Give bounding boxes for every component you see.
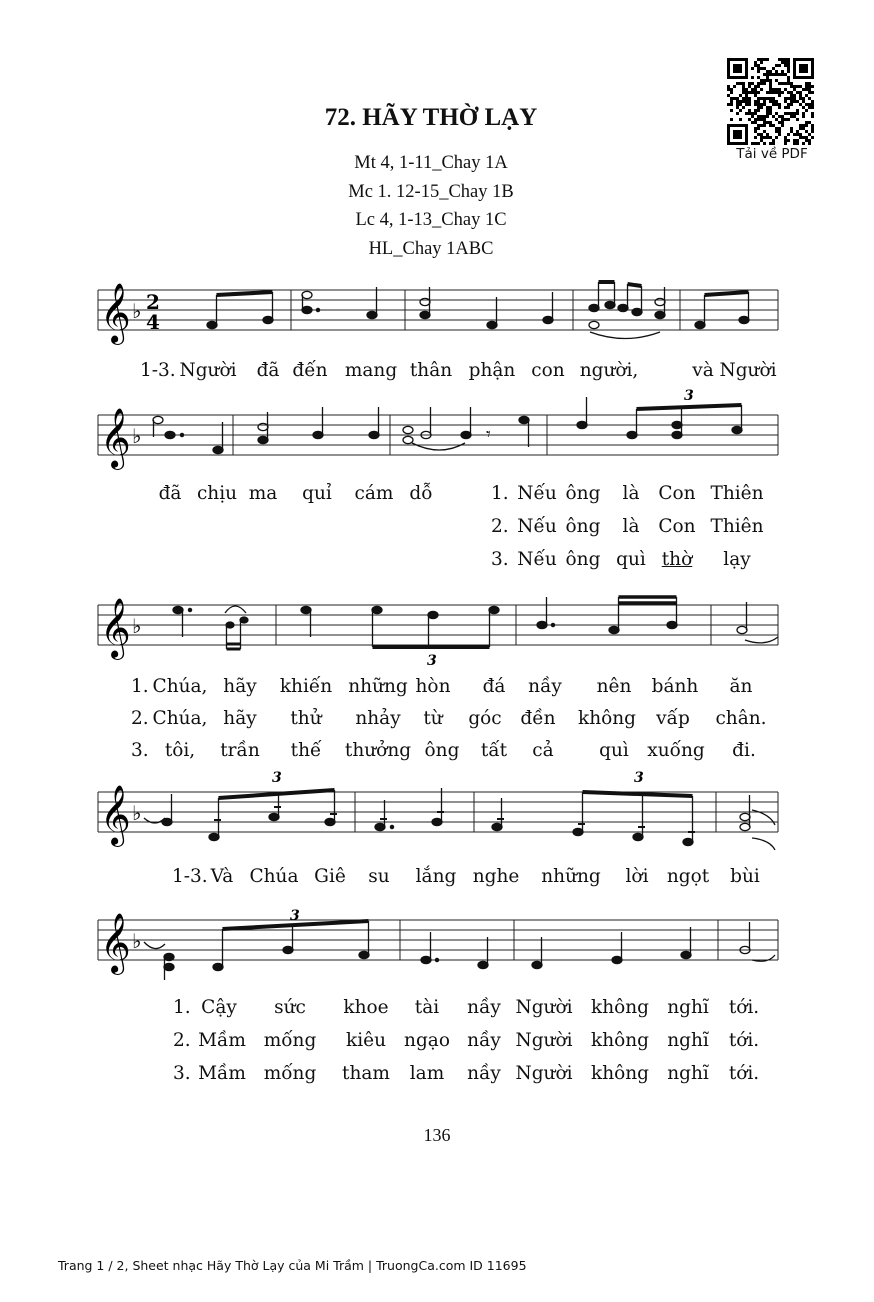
lyric-word: Nếu	[517, 516, 557, 537]
lyric-word: người,	[579, 360, 639, 381]
lyric-word: tôi,	[164, 740, 196, 761]
lyric-word: thử	[290, 708, 322, 729]
lyric-line-3a	[0, 676, 874, 706]
verse-number: 3.	[131, 740, 149, 761]
verse-number: 1.	[491, 483, 509, 504]
staff-3	[0, 585, 874, 675]
verse-number: 2.	[131, 708, 149, 729]
svg-text:𝄾: 𝄾	[486, 424, 491, 445]
lyric-word: mang	[344, 360, 398, 381]
lyric-word: nghĩ	[667, 1030, 709, 1051]
lyric-word: nghĩ	[667, 997, 709, 1018]
lyric-word: nầy	[467, 1030, 501, 1051]
lyric-word: mống	[263, 1030, 317, 1051]
staff-1	[0, 270, 874, 360]
lyric-word: Mầm	[198, 1030, 246, 1051]
lyric-word: nghe	[472, 866, 520, 887]
lyric-word: thưởng	[344, 740, 412, 761]
lyric-word: tới.	[728, 1063, 760, 1084]
lyric-word: đá	[482, 676, 506, 697]
song-title: 72. HÃY THỜ LẠY	[324, 104, 538, 131]
verse-number: 2.	[491, 516, 509, 537]
lyric-word: trần	[220, 740, 260, 761]
time-sig-bottom: 4	[146, 310, 160, 334]
footer-text: Trang 1 / 2, Sheet nhạc Hãy Thờ Lạy của Mi Trầm | TruongCa.com ID 11695	[58, 1258, 527, 1273]
lyric-word: hãy	[223, 708, 257, 729]
lyric-word: tất	[480, 740, 508, 761]
lyric-word: nầy	[467, 1063, 501, 1084]
staff-system-2	[0, 385, 874, 480]
triplet-mark: 3	[427, 653, 437, 669]
staff-system-4	[0, 770, 874, 865]
treble-clef-icon: 𝄞	[100, 598, 131, 658]
lyric-word: ông	[565, 516, 601, 537]
lyric-word: Thiên	[710, 483, 764, 504]
lyric-word: xuống	[647, 740, 705, 761]
lyric-line-4	[0, 866, 874, 896]
staff-system-5	[0, 900, 874, 990]
lyric-word: những	[541, 866, 601, 887]
lyric-word: dỗ	[409, 483, 433, 504]
staff-5	[0, 900, 874, 990]
lyric-word: Người	[179, 360, 237, 381]
lyric-word: từ	[423, 708, 443, 729]
lyric-word: bánh	[651, 676, 699, 697]
lyric-word: ngọt	[666, 866, 710, 887]
lyric-word: ông	[424, 740, 460, 761]
lyric-line-5c	[0, 1063, 874, 1093]
lyric-line-2a	[0, 483, 874, 513]
triplet-mark: 3	[272, 770, 282, 786]
lyric-word: Nếu	[517, 483, 557, 504]
time-sig-top: 2	[146, 290, 160, 314]
verse-number: 3.	[173, 1063, 191, 1084]
lyric-word: Cậy	[201, 997, 237, 1018]
lyric-word: tới.	[728, 1030, 760, 1051]
lyric-word: không	[590, 1063, 650, 1084]
lyric-word: không	[590, 997, 650, 1018]
lyric-word: mống	[263, 1063, 317, 1084]
flat-icon: ♭	[132, 929, 142, 953]
lyric-word: Người	[719, 360, 777, 381]
lyric-word: ngạo	[404, 1030, 450, 1051]
lyric-word: khiến	[279, 676, 333, 697]
lyric-word: nầy	[467, 997, 501, 1018]
staff-system-1	[0, 270, 874, 360]
lyric-word: Con	[658, 483, 696, 504]
treble-clef-icon: 𝄞	[100, 283, 131, 343]
lyric-word: Nếu	[517, 549, 557, 570]
lyric-word: là	[622, 516, 640, 537]
lyric-word: Con	[658, 516, 696, 537]
lyric-word: đến	[292, 360, 328, 381]
lyric-word: hãy	[223, 676, 257, 697]
lyric-word: nầy	[528, 676, 562, 697]
flat-icon: ♭	[132, 299, 142, 323]
lyric-line-5b	[0, 1030, 874, 1060]
treble-clef-icon: 𝄞	[100, 913, 131, 973]
lyric-word: kiêu	[346, 1030, 386, 1051]
reference-2: Mc 1. 12-15_Chay 1B	[348, 181, 514, 202]
lyric-word: thế	[290, 740, 322, 761]
lyric-word: thờ	[661, 549, 693, 570]
staff-2	[0, 385, 874, 480]
lyric-word: lam	[409, 1063, 445, 1084]
lyric-word: là	[622, 483, 640, 504]
reference-3: Lc 4, 1-13_Chay 1C	[355, 210, 507, 230]
lyric-word: Và	[210, 866, 234, 887]
lyric-word: vấp	[656, 708, 690, 729]
lyric-word: lắng	[415, 866, 457, 887]
lyric-word: nghĩ	[667, 1063, 709, 1084]
lyric-word: hòn	[415, 676, 451, 697]
treble-clef-icon: 𝄞	[100, 785, 131, 845]
lyric-word: Người	[515, 1063, 573, 1084]
verse-number: 1.	[131, 676, 149, 697]
scripture-references	[0, 149, 862, 263]
lyric-word: khoe	[343, 997, 389, 1018]
lyric-word: ma	[248, 483, 278, 504]
lyric-word: chịu	[196, 483, 238, 504]
lyric-word: góc	[468, 708, 502, 729]
lyric-word: quì	[616, 549, 646, 570]
lyric-word: bùi	[730, 866, 760, 887]
lyric-word: con	[531, 360, 565, 381]
lyric-line-3b	[0, 708, 874, 738]
lyric-line-2b	[0, 516, 874, 546]
lyric-word: tới.	[728, 997, 760, 1018]
lyric-word: chân.	[715, 708, 767, 729]
lyric-word: ông	[565, 549, 601, 570]
lyric-word: sức	[274, 997, 306, 1018]
lyric-word: tài	[414, 997, 440, 1018]
verse-number: 3.	[491, 549, 509, 570]
lyric-word: tham	[342, 1063, 390, 1084]
lyric-word: Người	[515, 1030, 573, 1051]
lyric-word: phận	[468, 360, 516, 381]
verse-number: 2.	[173, 1030, 191, 1051]
page-number: 136	[423, 1125, 451, 1145]
triplet-mark: 3	[634, 770, 644, 786]
lyric-word: cả	[532, 740, 554, 761]
reference-4: HL_Chay 1ABC	[368, 238, 494, 259]
lyric-line-3c	[0, 740, 874, 770]
flat-icon: ♭	[132, 801, 142, 825]
lyric-word: cám	[354, 483, 394, 504]
lyric-word: ăn	[729, 676, 753, 697]
lyric-word: Chúa,	[152, 676, 208, 697]
lyric-word: quì	[599, 740, 629, 761]
lyric-word: đã	[256, 360, 280, 381]
verse-number: 1-3.	[172, 866, 208, 887]
download-pdf-link[interactable]: Tải về PDF	[736, 146, 808, 162]
lyric-word: những	[348, 676, 408, 697]
verse-number: 1.	[173, 997, 191, 1018]
lyric-word: nên	[596, 676, 632, 697]
triplet-mark: 3	[290, 908, 300, 924]
flat-icon: ♭	[132, 614, 142, 638]
flat-icon: ♭	[132, 424, 142, 448]
triplet-mark: 3	[684, 388, 694, 404]
lyric-word: Chúa	[249, 866, 299, 887]
lyric-word: quỉ	[302, 483, 332, 504]
lyric-word: Thiên	[710, 516, 764, 537]
lyric-word: Chúa,	[152, 708, 208, 729]
qr-code[interactable]	[727, 58, 814, 145]
lyric-word: đi.	[732, 740, 756, 761]
lyric-word: không	[577, 708, 637, 729]
reference-1: Mt 4, 1-11_Chay 1A	[354, 153, 508, 173]
lyric-word: ông	[565, 483, 601, 504]
lyric-word: không	[590, 1030, 650, 1051]
lyric-word: Giê	[314, 866, 346, 887]
lyric-word: thân	[409, 360, 453, 381]
lyric-word: và	[692, 360, 714, 381]
verse-number: 1-3.	[140, 360, 176, 381]
treble-clef-icon: 𝄞	[100, 408, 131, 468]
lyric-word: lời	[625, 866, 649, 887]
lyric-word: Người	[515, 997, 573, 1018]
lyric-line-2c	[0, 549, 874, 579]
lyric-line-5a	[0, 997, 874, 1027]
lyric-word: Mầm	[198, 1063, 246, 1084]
lyric-word: lạy	[723, 549, 751, 570]
lyric-word: nhảy	[355, 708, 401, 729]
staff-4	[0, 770, 874, 865]
lyric-word: đã	[158, 483, 182, 504]
staff-system-3	[0, 585, 874, 675]
lyric-word: đền	[520, 708, 556, 729]
lyric-word: su	[368, 866, 390, 887]
